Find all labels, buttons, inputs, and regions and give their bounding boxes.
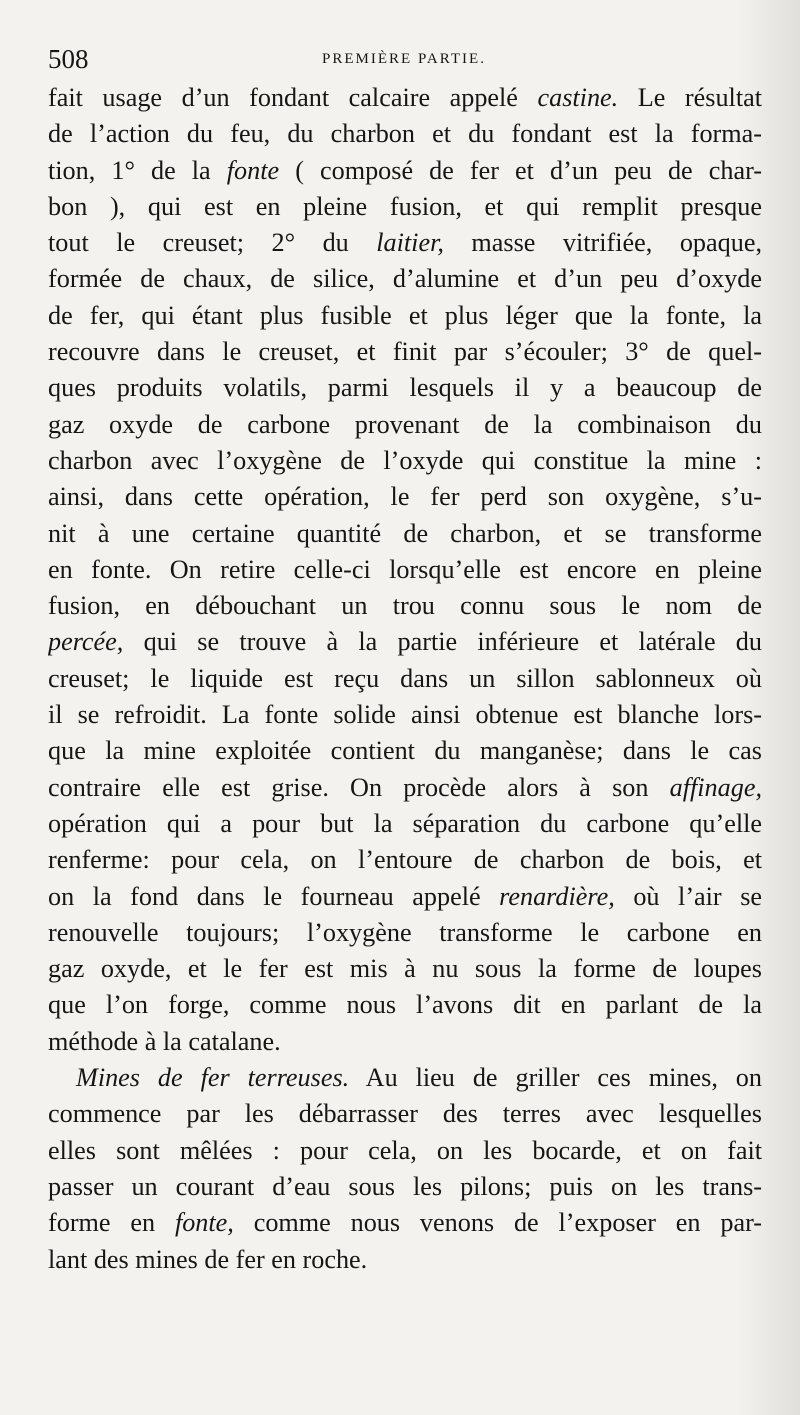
text-run: ainsi, dans cette opération, le fer perd son oxygène, s’u- (48, 482, 762, 512)
text-line (48, 407, 762, 443)
italic-term: affinage, (669, 772, 762, 802)
text-run: renouvelle toujours; l’oxygène transforme le carbone en (48, 917, 762, 947)
italic-term: renardière, (499, 881, 615, 911)
text-run: que l’on forge, comme nous l’avons dit en parlant de la (48, 990, 762, 1020)
text-run: de fer, qui étant plus fusible et plus léger que la fonte, la (48, 300, 762, 330)
text-run: Le résultat (618, 83, 762, 112)
text-run: bon ), qui est en pleine fusion, et qui remplit presque (48, 191, 762, 221)
paragraph-earthy-iron-ores (48, 1060, 762, 1278)
text-line (48, 1096, 762, 1132)
text-line (48, 1169, 762, 1205)
text-line (48, 806, 762, 842)
text-line (48, 1205, 762, 1241)
italic-term: percée, (48, 627, 124, 657)
text-run: tout le creuset; 2° du (48, 228, 377, 258)
paragraph-blast-furnace (48, 80, 762, 1060)
text-run: forme en (48, 1208, 175, 1238)
text-run: fait usage d’un fondant calcaire appelé (48, 83, 538, 112)
text-line (48, 588, 762, 624)
text-run: qui se trouve à la partie inférieure et latérale du (123, 627, 762, 657)
text-line (48, 879, 762, 915)
italic-term: castine. (537, 83, 619, 112)
page-header (48, 44, 760, 74)
text-run: tion, 1° de la (48, 155, 227, 185)
text-run: contraire elle est grise. On procède alors à son (48, 772, 670, 802)
text-line (48, 153, 762, 189)
text-line (48, 1242, 762, 1278)
text-run: gaz oxyde de carbone provenant de la combinaison du (48, 409, 762, 439)
text-line (48, 770, 762, 806)
text-run: recouvre dans le creuset, et finit par s’écouler; 3° de quel- (48, 337, 762, 367)
text-line (48, 624, 762, 660)
text-run: en fonte. On retire celle-ci lorsqu’elle est encore en pleine (48, 554, 762, 584)
text-run: opération qui a pour but la séparation du carbone qu’elle (48, 808, 762, 838)
text-run: masse vitrifiée, opaque, (443, 228, 762, 258)
text-run: de l’action du feu, du charbon et du fondant est la forma- (48, 119, 762, 149)
text-line (48, 516, 762, 552)
text-run: fusion, en débouchant un trou connu sous le nom de (48, 591, 762, 621)
text-run: nit à une certaine quantité de charbon, et se transforme (48, 518, 762, 548)
text-line (48, 733, 762, 769)
text-run: charbon avec l’oxygène de l’oxyde qui constitue la mine : (48, 445, 762, 475)
text-line (48, 443, 762, 479)
text-line (48, 661, 762, 697)
text-run: commence par les débarrasser des terres avec lesquelles (48, 1099, 762, 1129)
text-line (48, 842, 762, 878)
text-line (48, 80, 762, 116)
text-line (48, 334, 762, 370)
text-run: ques produits volatils, parmi lesquels il y a beaucoup de (48, 373, 762, 403)
text-run: méthode à la catalane. (48, 1026, 281, 1056)
text-run: Au lieu de griller ces mines, on (349, 1063, 762, 1093)
text-line (48, 225, 762, 261)
italic-term: fonte (226, 155, 280, 185)
italic-term: fonte, (174, 1208, 234, 1238)
page-number: 508 (48, 44, 89, 74)
text-line (48, 298, 762, 334)
text-run: où l’air se (614, 881, 762, 911)
text-run: on la fond dans le fourneau appelé (48, 881, 500, 911)
text-run: formée de chaux, de silice, d’alumine et d’un peu d’oxyde (48, 264, 762, 294)
text-line (48, 987, 762, 1023)
text-run: comme nous venons de l’exposer en par- (233, 1208, 762, 1238)
text-line (48, 915, 762, 951)
text-run: elles sont mêlées : pour cela, on les bocarde, et on fait (48, 1135, 762, 1165)
text-line (48, 1133, 762, 1169)
text-line (48, 370, 762, 406)
text-run: lant des mines de fer en roche. (48, 1244, 368, 1274)
text-line (48, 1060, 762, 1096)
text-run: ( composé de fer et d’un peu de char- (279, 155, 762, 185)
text-line (48, 552, 762, 588)
text-line (48, 1024, 762, 1060)
text-line (48, 261, 762, 297)
text-line (48, 951, 762, 987)
text-line (48, 189, 762, 225)
italic-term: laitier, (376, 228, 444, 258)
text-line (48, 116, 762, 152)
text-run: il se refroidit. La fonte solide ainsi obtenue est blanche lors- (48, 700, 762, 730)
italic-term: Mines de fer terreuses. (76, 1063, 350, 1093)
text-run: creuset; le liquide est reçu dans un sillon sablonneux où (48, 663, 762, 693)
text-run: passer un courant d’eau sous les pilons; puis on les trans- (48, 1171, 762, 1201)
text-line (48, 479, 762, 515)
text-line (48, 697, 762, 733)
body-text (48, 80, 762, 1278)
text-run: que la mine exploitée contient du manganèse; dans le cas (48, 736, 762, 766)
running-head: PREMIÈRE PARTIE. (322, 51, 486, 67)
text-run: renferme: pour cela, on l’entoure de charbon de bois, et (48, 845, 762, 875)
text-run: gaz oxyde, et le fer est mis à nu sous la forme de loupes (48, 954, 762, 984)
